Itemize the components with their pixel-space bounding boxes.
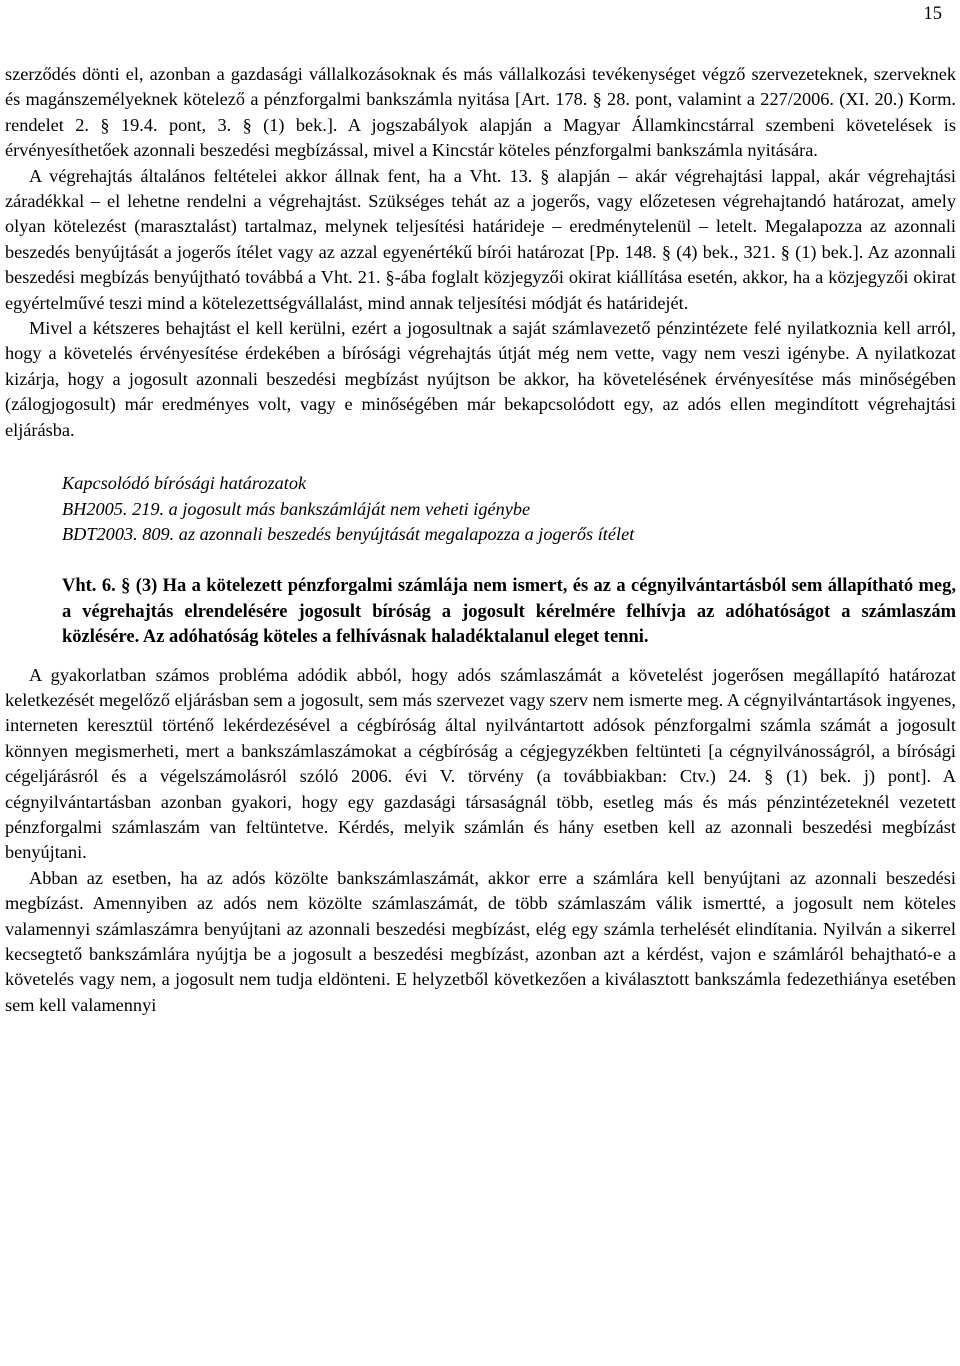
related-decision-item: BDT2003. 809. az azonnali beszedés benyújtását megalapozza a jogerős ítélet — [62, 523, 635, 544]
spacer — [5, 547, 956, 574]
paragraph-account-opening: szerződés dönti el, azonban a gazdasági vállalkozásoknak és más vállalkozási tevékenységet végző szervezeteknek, szerveknek és magánszemélyeknek kötelező a pénzforgalmi bankszámla nyitása [Art. 178. § 28. pont, valamint a 227/2006. (XI. 20.) Korm. rendelet 2. § 19.4. pont, 3. § (1) bek.]. A jogszabályok alapján a Magyar Államkincstárral szembeni követelések is érvényesíthetőek azonnali beszedési megbízással, mivel a Kincstár köteles pénzforgalmi bankszámla nyitására. — [5, 64, 956, 161]
statute-text: Vht. 6. § (3) Ha a kötelezett pénzforgalmi számlája nem ismert, és az a cégnyilvántartásból sem állapítható meg, a végrehajtás elrendelésére jogosult bíróság a jogosult kérelmére felhívja az adóhatóságot a számlaszám közlésére. Az adóhatóság köteles a felhívásnak haladéktalanul eleget tenni. — [62, 576, 956, 648]
related-decisions-heading: Kapcsolódó bírósági határozatok — [62, 473, 307, 494]
spacer — [5, 443, 956, 471]
related-decisions — [5, 471, 956, 547]
paragraph-account-number-problem: A gyakorlatban számos probléma adódik abból, hogy adós számlaszámát a követelést jogerősen megállapító határozat keletkezését megelőző eljárásban sem a jogosult, sem más szervezet vagy szerv nem ismerte meg. A cégnyilvántartások ingyenes, interneten keresztül történő lekérdezésével a cégbíróság által nyilvántartott adósok pénzforgalmi számla számát a jogosult könnyen megismerheti, mert a bankszámlaszámokat a cégbíróság a cégjegyzékben feltünteti [a cégnyilvánosságról, a bírósági cégeljárásról és a végelszámolásról szóló 2006. évi V. törvény (a továbbiakban: Ctv.) 24. § (1) bek. j) pont]. A cégnyilvántartásban azonban gyakori, hogy egy gazdasági társaságnál több, esetleg más és más pénzintézeteknél vezetett pénzforgalmi számlaszám van feltüntetve. Kérdés, melyik számlán és hány esetben kell az azonnali beszedési megbízást benyújtani. — [5, 664, 956, 863]
paragraph-double-collection: Mivel a kétszeres behajtást el kell kerülni, ezért a jogosultnak a saját számlavezető pénzintézete felé nyilatkoznia kell arról, hogy a követelés érvényesítése érdekében a bírósági végrehajtás útját még nem vette, vagy nem veszi igénybe. A nyilatkozat kizárja, hogy a jogosult azonnali beszedési megbízást nyújtson be akkor, ha követelésének érvényesítése más minőségében (zálogjogosult) már eredményes volt, vagy e minőségében már bekapcsolódott egy, az adós ellen megindított végrehajtási eljárásba. — [5, 318, 956, 440]
paragraph-enforcement-conditions: A végrehajtás általános feltételei akkor állnak fent, ha a Vht. 13. § alapján – akár végrehajtási lappal, akár végrehajtási záradékkal – el lehetne rendelni a végrehajtást. Szükséges tehát az a jogerős, vagy előzetesen végrehajtandó határozat, amely olyan kötelezést (marasztalást) tartalmaz, melynek teljesítési határideje – eredménytelenül – letelt. Megalapozza az azonnali beszedés benyújtását a jogerős ítélet vagy az azzal egyenértékű bírói határozat [Pp. 148. § (4) bek., 321. § (1) bek.]. Az azonnali beszedési megbízás benyújtható továbbá a Vht. 21. §-ába foglalt közjegyzői okirat kiállítása esetén, akkor, ha a közjegyzői okirat egyértelművé teszi mind a kötelezettségvállalást, mind annak teljesítési módját és határidejét. — [5, 165, 956, 313]
spacer — [5, 651, 956, 663]
related-decision-item: BH2005. 219. a jogosult más bankszámláját nem veheti igénybe — [62, 498, 531, 519]
page-number: 15 — [923, 4, 942, 24]
document-body — [5, 62, 956, 1018]
paragraph-account-selection: Abban az esetben, ha az adós közölte bankszámlaszámát, akkor erre a számlára kell benyújtani az azonnali beszedési megbízást. Amennyiben az adós nem közölte számlaszámát, de több számlaszám válik ismertté, a jogosult nem köteles valamennyi számlaszámra benyújtani az azonnali beszedési megbízást, elég egy számla terhelését elindítania. Nyilván a sikerrel kecsegtető bankszámlára nyújtja be a jogosult a beszedési megbízást, azonban azt a kérdést, vajon e számláról behajtható-e a követelés vagy nem, a jogosult nem tudja eldönteni. E helyzetből következően a kiválasztott bankszámla fedezethiánya esetében sem kell valamennyi — [5, 867, 956, 1015]
